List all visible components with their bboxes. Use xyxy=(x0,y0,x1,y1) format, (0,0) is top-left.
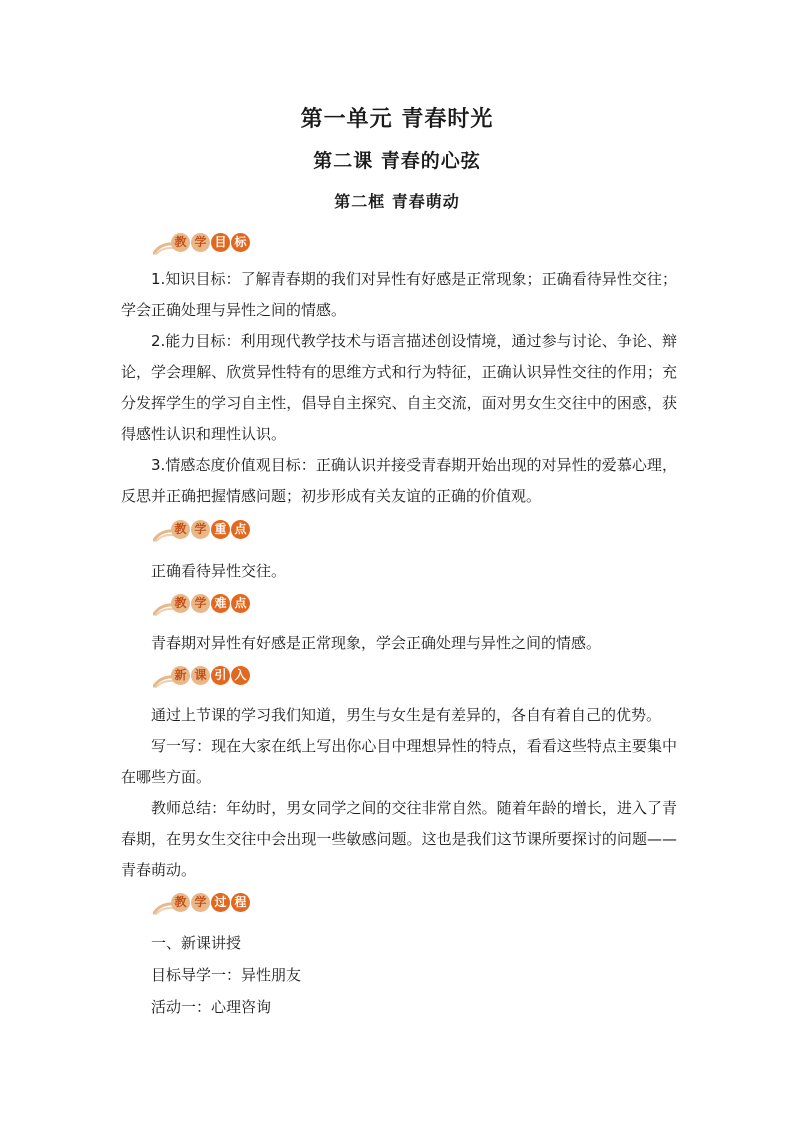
badge-char: 过 xyxy=(211,893,230,912)
intro-write-activity: 写一写：现在大家在纸上写出你心目中理想异性的特点，看看这些特点主要集中在哪些方面。 xyxy=(121,737,677,786)
badge-char: 学 xyxy=(191,594,210,613)
goal-knowledge: 1.知识目标：了解青春期的我们对异性有好感是正常现象；正确看待异性交往；学会正确处理与异性之间的情感。 xyxy=(121,270,677,319)
difficulty-text: 青春期对异性有好感是正常现象，学会正确处理与异性之间的情感。 xyxy=(151,634,602,652)
badge-char: 学 xyxy=(191,893,210,912)
unit-title: 第一单元 青春时光 xyxy=(300,107,494,132)
frame-title: 第二框 青春萌动 xyxy=(334,192,460,211)
process-goal-guide: 目标导学一：异性朋友 xyxy=(151,966,302,984)
badge-char: 点 xyxy=(231,520,250,539)
section-badge-difficulties xyxy=(153,594,263,622)
section-badge-process xyxy=(153,893,263,921)
badge-char: 标 xyxy=(231,233,250,252)
badge-char: 引 xyxy=(211,666,230,685)
badge-char: 入 xyxy=(231,666,250,685)
goal-emotion: 3.情感态度价值观目标：正确认识并接受青春期开始出现的对异性的爱慕心理，反思并正确把握情感问题；初步形成有关友谊的正确的价值观。 xyxy=(121,456,677,505)
process-heading: 一、新课讲授 xyxy=(151,934,242,952)
section-badge-key-points xyxy=(153,520,263,548)
badge-char: 学 xyxy=(191,233,210,252)
badge-char: 教 xyxy=(171,520,190,539)
badge-char: 新 xyxy=(171,666,190,685)
badge-char: 教 xyxy=(171,233,190,252)
intro-review: 通过上节课的学习我们知道，男生与女生是有差异的，各自有着自己的优势。 xyxy=(151,706,662,724)
intro-teacher-summary: 教师总结：年幼时，男女同学之间的交往非常自然。随着年龄的增长，进入了青春期，在男女生交往中会出现一些敏感问题。这也是我们这节课所要探讨的问题——青春萌动。 xyxy=(121,799,677,879)
key-point-text: 正确看待异性交往。 xyxy=(151,562,287,580)
badge-char: 难 xyxy=(211,594,230,613)
goal-ability: 2.能力目标：利用现代教学技术与语言描述创设情境，通过参与讨论、争论、辩论，学会理解、欣赏异性特有的思维方式和行为特征，正确认识异性交往的作用；充分发挥学生的学习自主性，倡导自主探究、自主交流，面对男女生交往中的困惑，获得感性认识和理性认识。 xyxy=(121,332,677,443)
lesson-title: 第二课 青春的心弦 xyxy=(313,150,481,172)
badge-char: 点 xyxy=(231,594,250,613)
badge-char: 教 xyxy=(171,893,190,912)
badge-char: 学 xyxy=(191,520,210,539)
process-activity: 活动一：心理咨询 xyxy=(151,998,272,1016)
badge-char: 程 xyxy=(231,893,250,912)
badge-char: 重 xyxy=(211,520,230,539)
section-badge-goals xyxy=(153,233,263,261)
section-badge-intro xyxy=(153,666,263,694)
badge-char: 课 xyxy=(191,666,210,685)
badge-char: 目 xyxy=(211,233,230,252)
badge-char: 教 xyxy=(171,594,190,613)
